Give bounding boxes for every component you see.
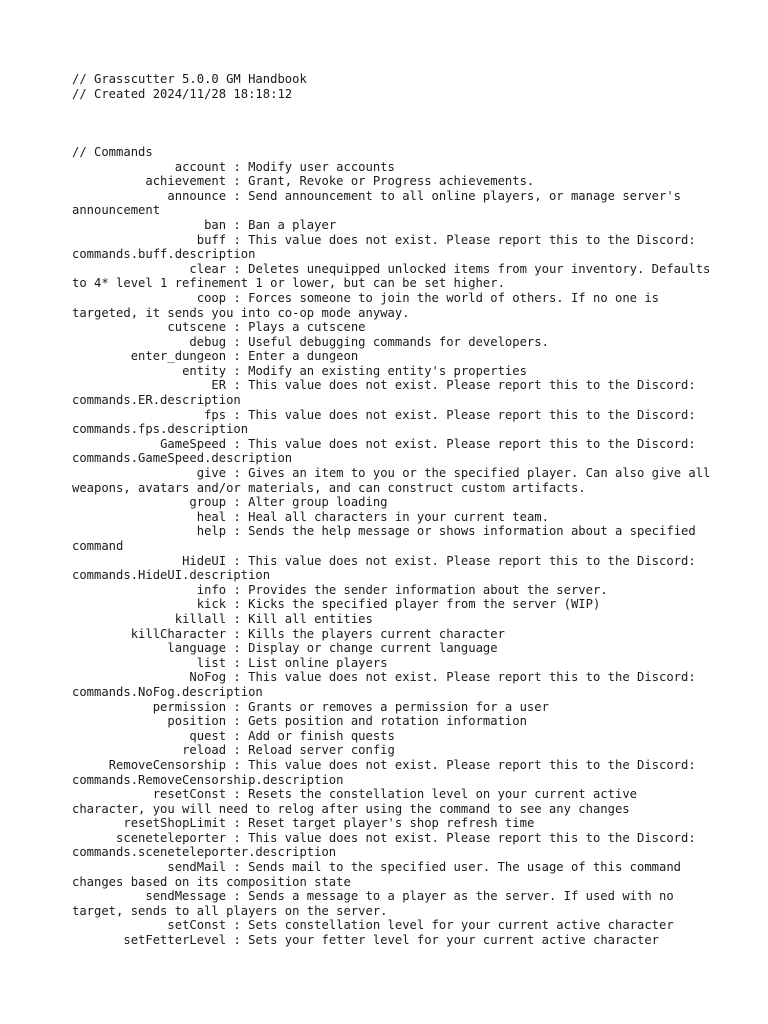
command-name: killall [174,611,227,626]
command-indent [72,554,182,568]
command-indent [72,758,109,772]
command-description: Deletes unequipped unlocked items from your inventory. Defaults to 4* level 1 refinement 1 or lower, but can be set higher. [72,261,718,291]
command-entry [72,700,712,715]
command-description: Grants or removes a permission for a user [248,699,549,714]
command-name: ban [204,217,227,232]
command-indent [72,320,167,334]
command-description: This value does not exist. Please report this to the Discord: commands.buff.description [72,232,704,262]
command-indent [72,510,197,524]
command-name: language [167,641,227,656]
command-entry [72,758,712,787]
command-indent [72,597,197,611]
command-name: resetShopLimit [123,816,227,831]
command-separator: : [226,655,249,670]
command-entry [72,918,712,933]
command-description: Kills the players current character [248,626,505,641]
command-entry [72,889,712,918]
command-separator: : [226,378,249,393]
command-separator: : [226,174,249,189]
command-entry [72,554,712,583]
command-description: Ban a player [248,217,337,232]
command-indent [72,218,204,232]
command-name: group [189,495,227,510]
command-description: Useful debugging commands for developers. [248,334,549,349]
command-separator: : [226,217,249,232]
command-separator: : [226,670,249,685]
command-indent [72,641,167,655]
command-name: entity [182,363,227,378]
command-separator: : [226,699,249,714]
command-description: This value does not exist. Please report this to the Discord: commands.sceneteleporter.description [72,830,704,860]
command-name: info [196,582,227,597]
command-entry [72,816,712,831]
command-description: Modify user accounts [248,159,395,174]
command-separator: : [226,626,249,641]
command-separator: : [226,816,249,831]
command-description: Resets the constellation level on your current active character, you will need to relog after using the command to see any changes [72,787,645,816]
command-entry [72,233,712,262]
command-entry [72,627,712,642]
command-indent [72,612,175,626]
command-entry [72,933,712,948]
command-indent [72,437,160,451]
command-name: cutscene [167,320,227,335]
command-entry [72,510,712,525]
command-indent [72,524,197,538]
command-indent [72,583,197,597]
command-separator: : [226,714,249,729]
command-entry [72,437,712,466]
command-description: Sends a message to a player as the server. If used with no target, sends to all players on the server. [72,889,682,918]
command-entry [72,597,712,612]
command-indent [72,670,189,684]
command-indent [72,787,153,801]
command-entry [72,261,718,291]
command-separator: : [226,261,249,276]
command-entry [72,291,712,320]
command-separator: : [226,349,249,364]
command-separator: : [226,830,249,845]
command-description: Reset target player's shop refresh time [248,816,535,831]
command-description: Kicks the specified player from the server (WIP) [248,597,601,612]
command-name: sendMail [167,860,227,875]
command-name: enter_dungeon [130,349,227,364]
command-description: Reload server config [248,743,395,758]
command-name: RemoveCensorship [108,757,227,772]
command-separator: : [226,436,249,451]
command-indent [72,364,182,378]
command-separator: : [226,582,249,597]
command-entry [72,495,712,510]
command-name: setFetterLevel [123,933,227,948]
spacer [72,116,712,131]
command-separator: : [226,933,249,948]
command-entry [72,583,712,598]
command-indent [72,408,204,422]
command-separator: : [226,889,249,904]
command-description: Sets constellation level for your current active character [248,918,674,933]
command-name: list [196,655,227,670]
command-entry [72,860,712,889]
commands-heading: // Commands [72,144,153,159]
command-entry [72,729,712,744]
command-indent [72,714,167,728]
command-indent [72,918,167,932]
command-indent [72,816,123,830]
command-indent [72,189,167,203]
command-entry [72,218,712,233]
command-name: GameSpeed [160,436,227,451]
spacer [72,101,712,116]
command-separator: : [226,597,249,612]
command-description: Gets position and rotation information [248,714,527,729]
command-separator: : [226,407,249,422]
command-indent [72,656,197,670]
command-description: Sends mail to the specified user. The usage of this command changes based on its composition state [72,860,689,889]
command-description: Alter group loading [248,495,388,510]
command-name: account [174,159,227,174]
command-description: Grant, Revoke or Progress achievements. [248,174,535,189]
command-separator: : [226,188,249,203]
command-name: coop [196,290,227,305]
command-separator: : [226,232,249,247]
command-indent [72,889,145,903]
command-name: announce [167,188,227,203]
command-description: This value does not exist. Please report this to the Discord: commands.fps.description [72,407,704,437]
command-description: Sends the help message or shows information about a specified command [72,524,704,553]
command-description: This value does not exist. Please report this to the Discord: commands.HideUI.description [72,553,704,583]
command-separator: : [226,509,249,524]
command-name: help [196,524,227,539]
command-entry [72,160,712,175]
command-entry [72,378,712,407]
command-name: sendMessage [145,889,227,904]
command-indent [72,160,175,174]
command-separator: : [226,787,249,802]
command-entry [72,524,712,553]
command-name: resetConst [152,787,227,802]
command-separator: : [226,363,249,378]
command-description: Send announcement to all online players, or manage server's announcement [72,188,689,218]
command-name: reload [182,743,227,758]
command-entry [72,408,712,437]
command-separator: : [226,495,249,510]
command-indent [72,729,189,743]
command-indent [72,700,153,714]
command-description: This value does not exist. Please report this to the Discord: commands.NoFog.description [72,670,704,699]
command-description: Enter a dungeon [248,349,359,364]
command-indent [72,174,145,188]
command-name: NoFog [189,670,227,685]
command-separator: : [226,320,249,335]
document-title: // Grasscutter 5.0.0 GM Handbook [72,72,307,86]
command-entry [72,641,712,656]
command-separator: : [226,641,249,656]
command-separator: : [226,334,249,349]
command-description: Plays a cutscene [248,320,366,335]
command-description: List online players [248,655,388,670]
command-entry [72,466,718,495]
command-name: ER [211,378,227,393]
command-description: Display or change current language [248,641,498,656]
command-indent [72,335,189,349]
command-name: heal [196,509,227,524]
command-description: Gives an item to you or the specified player. Can also give all weapons, avatars and/or materials, and can construct custom artifacts. [72,466,718,495]
command-name: sceneteleporter [116,830,227,845]
command-entry [72,174,712,189]
command-entry [72,831,712,860]
command-name: achievement [145,174,227,189]
command-separator: : [226,743,249,758]
command-name: buff [196,232,227,247]
command-name: position [167,714,227,729]
command-name: killCharacter [130,626,227,641]
command-name: clear [189,261,227,276]
created-timestamp: // Created 2024/11/28 18:18:12 [72,86,293,101]
command-indent [72,291,197,305]
command-indent [72,262,189,276]
command-separator: : [226,524,249,539]
command-entry [72,189,712,218]
command-separator: : [226,466,249,481]
command-description: Add or finish quests [248,728,395,743]
command-indent [72,627,131,641]
command-description: Provides the sender information about the server. [248,582,608,597]
command-description: This value does not exist. Please report this to the Discord: commands.ER.description [72,378,704,408]
command-separator: : [226,290,249,305]
command-description: Sets your fetter level for your current active character [248,933,660,948]
command-name: quest [189,728,227,743]
command-entry [72,349,712,364]
command-indent [72,466,197,480]
command-entry [72,787,712,816]
command-indent [72,495,189,509]
command-description: Heal all characters in your current team. [248,509,549,524]
command-entry [72,714,712,729]
command-entry [72,320,712,335]
handbook-document [72,72,718,948]
command-list [72,159,718,948]
command-separator: : [226,860,249,875]
command-description: This value does not exist. Please report this to the Discord: commands.GameSpeed.description [72,436,704,466]
command-separator: : [226,918,249,933]
command-separator: : [226,159,249,174]
command-name: kick [196,597,227,612]
command-entry [72,335,712,350]
command-indent [72,831,116,845]
command-description: Forces someone to join the world of others. If no one is targeted, it sends you into co-op mode anyway. [72,290,667,320]
command-description: Modify an existing entity's properties [248,363,527,378]
command-entry [72,670,712,699]
spacer [72,130,712,145]
command-name: HideUI [182,553,227,568]
command-entry [72,656,712,671]
command-name: fps [204,407,227,422]
command-separator: : [226,757,249,772]
command-entry [72,612,712,627]
command-name: debug [189,334,227,349]
command-separator: : [226,553,249,568]
command-indent [72,933,123,947]
command-separator: : [226,728,249,743]
command-indent [72,860,167,874]
command-indent [72,349,131,363]
command-description: This value does not exist. Please report this to the Discord: commands.RemoveCensorship.description [72,757,704,787]
command-indent [72,743,182,757]
command-indent [72,378,211,392]
command-description: Kill all entities [248,611,373,626]
command-name: setConst [167,918,227,933]
command-separator: : [226,611,249,626]
command-indent [72,233,197,247]
command-name: permission [152,699,227,714]
command-name: give [196,466,227,481]
command-entry [72,364,712,379]
command-entry [72,743,712,758]
